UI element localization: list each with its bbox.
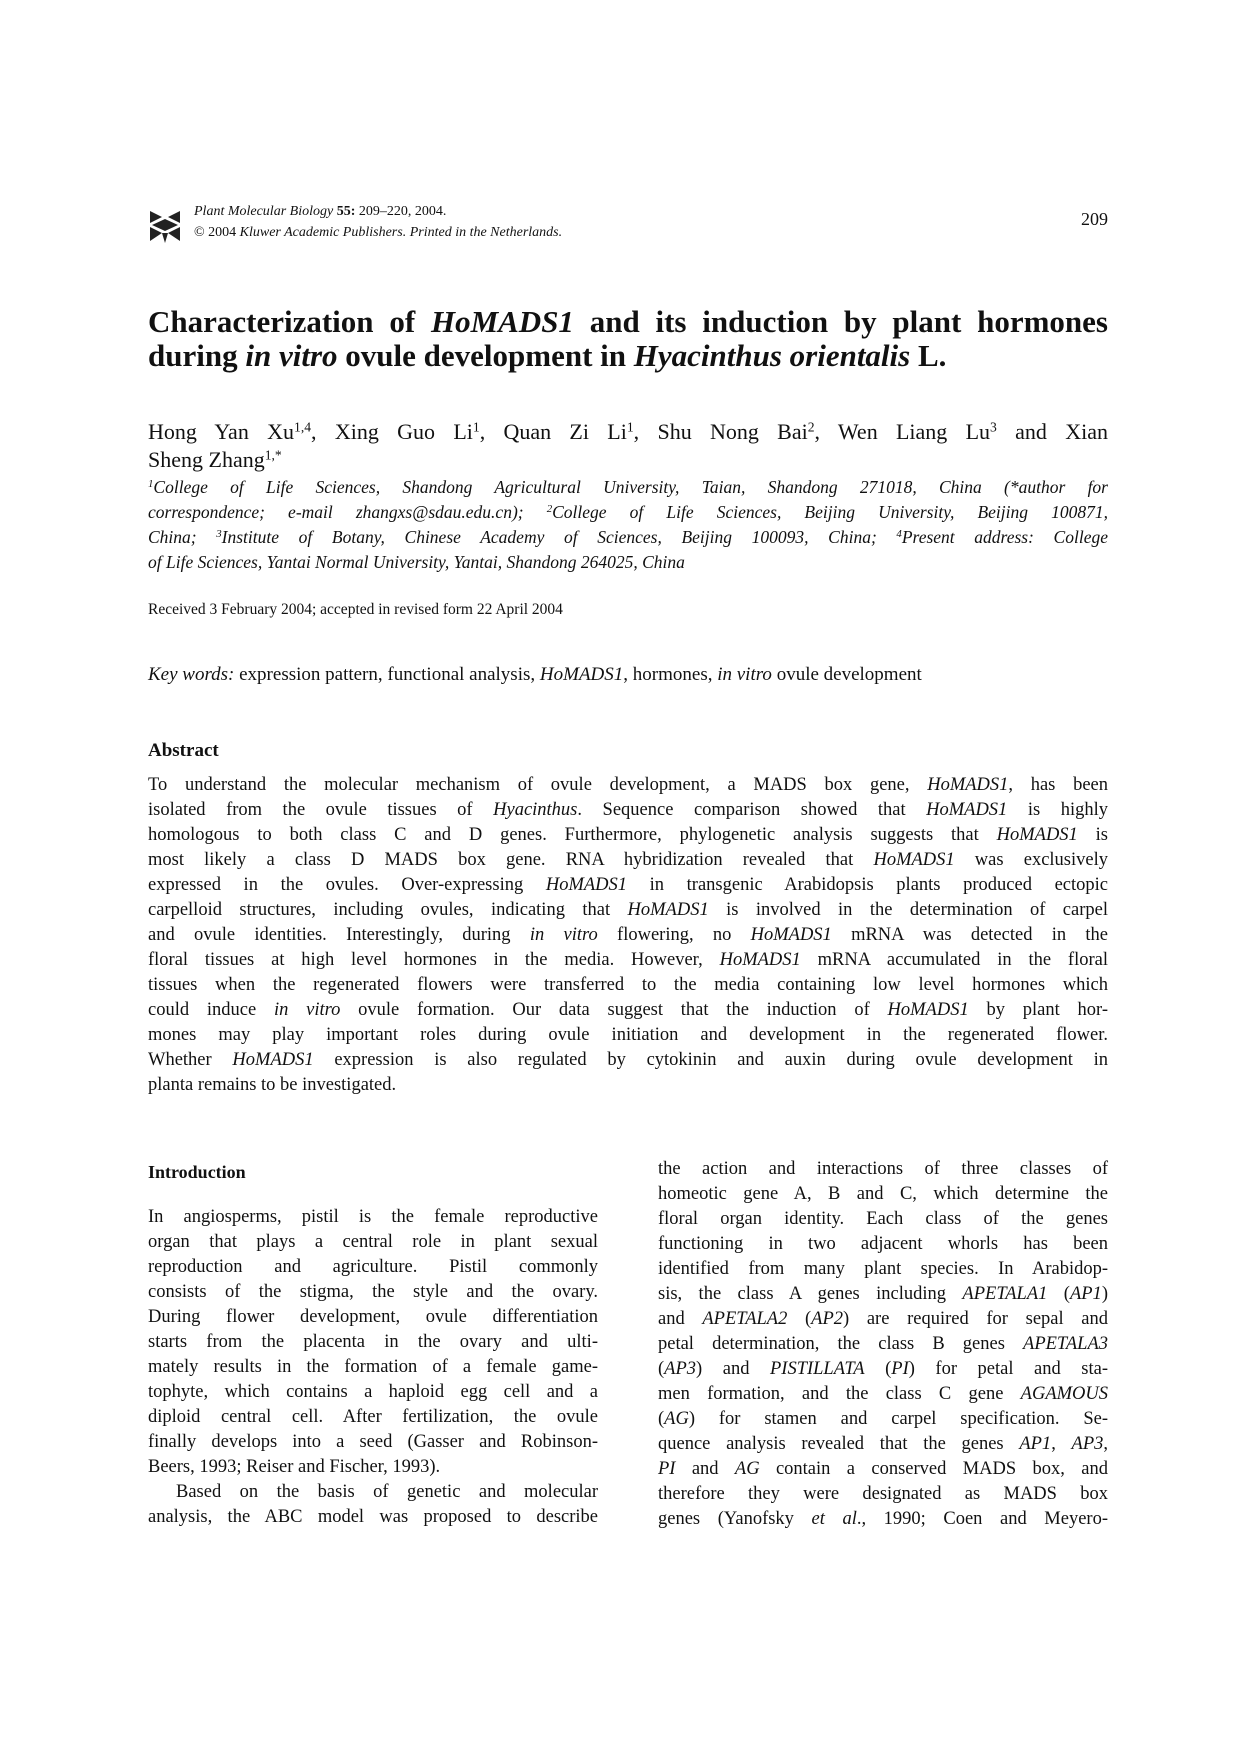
body-line: sis, the class A genes including APETALA1 (AP1)	[658, 1284, 1108, 1304]
body-line: analysis, the ABC model was proposed to describe	[148, 1507, 598, 1527]
abstract-line: floral tissues at high level hormones in the media. However, HoMADS1 mRNA accumulated in the floral	[148, 950, 1108, 970]
body-line: reproduction and agriculture. Pistil commonly	[148, 1257, 598, 1277]
body-line: tophyte, which contains a haploid egg cell and a	[148, 1382, 598, 1402]
abstract-line: carpelloid structures, including ovules, indicating that HoMADS1 is involved in the determination of carpel	[148, 900, 1108, 920]
body-line: mately results in the formation of a female game-	[148, 1357, 598, 1377]
page-number: 209	[1081, 209, 1108, 229]
keywords: Key words: expression pattern, functional analysis, HoMADS1, hormones, in vitro ovule development	[148, 664, 922, 685]
abstract-heading: Abstract	[148, 740, 219, 761]
body-line: men formation, and the class C gene AGAMOUS	[658, 1384, 1108, 1404]
affiliation-line-2: correspondence; e-mail zhangxs@sdau.edu.cn); $^2$College of Life Sciences, Beijing University, Beijing 100871,	[148, 502, 1108, 522]
affiliation-line-4: of Life Sciences, Yantai Normal University, Yantai, Shandong 264025, China	[148, 552, 685, 572]
authors-line-1: Hong Yan Xu$^{1,4}$, Xing Guo Li$^1$, Quan Zi Li$^1$, Shu Nong Bai$^2$, Wen Liang Lu$^3$ and Xian	[148, 419, 1108, 444]
journal-line-2: © 2004 Kluwer Academic Publishers. Printed in the Netherlands.	[194, 225, 563, 240]
affiliations	[148, 475, 1108, 575]
abstract-line: planta remains to be investigated.	[148, 1075, 397, 1095]
abstract-line: isolated from the ovule tissues of Hyacinthus. Sequence comparison showed that HoMADS1 is highly	[148, 800, 1108, 820]
journal-citation	[194, 201, 562, 243]
introduction-heading: Introduction	[148, 1162, 246, 1182]
body-line: organ that plays a central role in plant sexual	[148, 1232, 598, 1252]
body-line: and APETALA2 (AP2) are required for sepal and	[658, 1309, 1108, 1329]
body-line: diploid central cell. After fertilization, the ovule	[148, 1407, 598, 1427]
abstract-line: tissues when the regenerated flowers were transferred to the media containing low level hormones which	[148, 975, 1108, 995]
abstract-line: could induce in vitro ovule formation. Our data suggest that the induction of HoMADS1 by plant hor-	[148, 1000, 1108, 1020]
abstract-line: Whether HoMADS1 expression is also regulated by cytokinin and auxin during ovule development in	[148, 1050, 1109, 1070]
publisher-logo-icon	[148, 207, 182, 243]
abstract-line: homologous to both class C and D genes. Furthermore, phylogenetic analysis suggests that HoMADS1 is	[148, 825, 1109, 845]
body-line: (AP3) and PISTILLATA (PI) for petal and sta-	[658, 1359, 1108, 1379]
body-line: quence analysis revealed that the genes AP1, AP3,	[658, 1434, 1109, 1454]
body-line: identified from many plant species. In Arabidop-	[658, 1259, 1108, 1279]
affiliation-line-1: $^1$College of Life Sciences, Shandong Agricultural University, Taian, Shandong 271018, China (*author for	[148, 477, 1108, 497]
abstract-line: expressed in the ovules. Over-expressing HoMADS1 in transgenic Arabidopsis plants produced ectopic	[148, 875, 1108, 895]
body-line: consists of the stigma, the style and the ovary.	[148, 1282, 598, 1302]
authors-line-2: Sheng Zhang$^{1,*}$	[148, 447, 282, 472]
body-line: finally develops into a seed (Gasser and Robinson-	[148, 1432, 598, 1452]
body-line: In angiosperms, pistil is the female reproductive	[148, 1207, 598, 1227]
author-list	[148, 418, 1108, 474]
introduction-right-column	[658, 1157, 1108, 1532]
affiliation-line-3: China; $^3$Institute of Botany, Chinese Academy of Sciences, Beijing 100093, China; $^4$Present address: College	[148, 527, 1108, 547]
journal-line-1: Plant Molecular Biology 55: 209–220, 2004.	[194, 204, 447, 219]
abstract-line: mones may play important roles during ovule initiation and development in the regenerated flower.	[148, 1025, 1108, 1045]
body-line: PI and AG contain a conserved MADS box, and	[658, 1459, 1108, 1479]
body-line: homeotic gene A, B and C, which determine the	[658, 1184, 1108, 1204]
introduction-left-column	[148, 1205, 598, 1530]
abstract-line: and ovule identities. Interestingly, during in vitro flowering, no HoMADS1 mRNA was detected in the	[148, 925, 1108, 945]
body-line: Beers, 1993; Reiser and Fischer, 1993).	[148, 1457, 441, 1477]
keywords-label: Key words:	[148, 664, 235, 685]
abstract-line: most likely a class D MADS box gene. RNA hybridization revealed that HoMADS1 was exclusively	[148, 850, 1108, 870]
body-line: floral organ identity. Each class of the genes	[658, 1209, 1108, 1229]
body-line: therefore they were designated as MADS box	[658, 1484, 1108, 1504]
abstract-line: To understand the molecular mechanism of ovule development, a MADS box gene, HoMADS1, has been	[148, 775, 1108, 795]
body-line: functioning in two adjacent whorls has been	[658, 1234, 1108, 1254]
received-dates: Received 3 February 2004; accepted in revised form 22 April 2004	[148, 601, 563, 618]
body-line: the action and interactions of three classes of	[658, 1159, 1108, 1179]
body-line: During flower development, ovule differentiation	[148, 1307, 598, 1327]
title-line-2: during in vitro ovule development in Hyacinthus orientalis L.	[148, 338, 947, 373]
body-line: (AG) for stamen and carpel specification. Se-	[658, 1409, 1108, 1429]
body-line: petal determination, the class B genes APETALA3	[658, 1334, 1108, 1354]
body-line: genes (Yanofsky et al., 1990; Coen and Meyero-	[658, 1509, 1108, 1529]
abstract-body	[148, 773, 1108, 1098]
masthead	[148, 201, 1108, 245]
body-line: starts from the placenta in the ovary and ulti-	[148, 1332, 598, 1352]
body-line: Based on the basis of genetic and molecular	[176, 1482, 598, 1502]
title-line-1: Characterization of HoMADS1 and its induction by plant hormones	[148, 304, 1108, 339]
paper-title	[148, 305, 1108, 373]
